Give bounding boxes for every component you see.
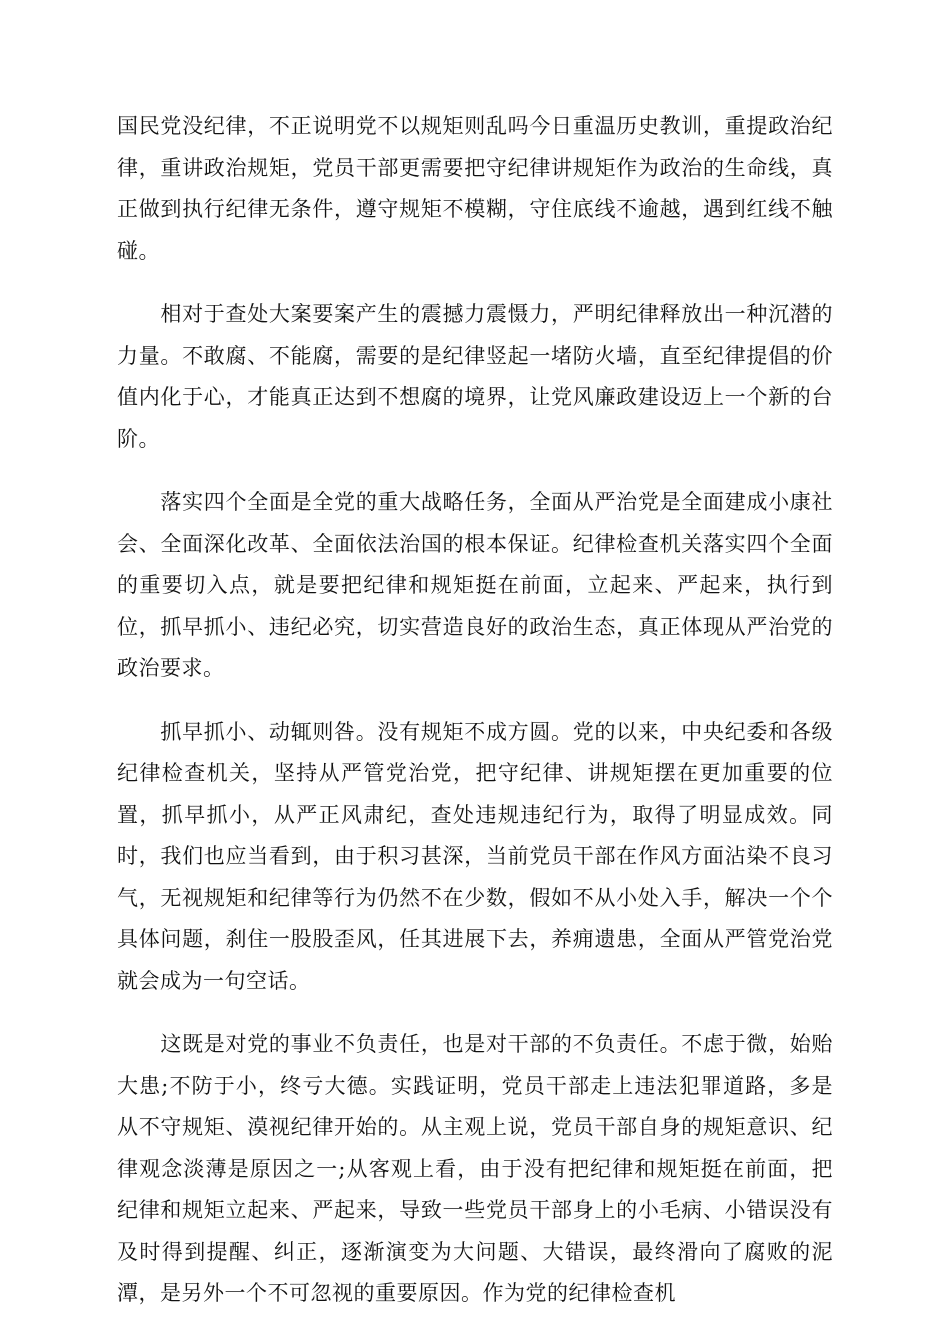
paragraph-3: 落实四个全面是全党的重大战略任务，全面从严治党是全面建成小康社会、全面深化改革、全面依法治国的根本保证。纪律检查机关落实四个全面的重要切入点，就是要把纪律和规矩挺在前面，立起来、严起来，执行到位，抓早抓小、违纪必究，切实营造良好的政治生态，真正体现从严治党的政治要求。 <box>117 490 833 680</box>
document-body <box>117 106 833 1315</box>
paragraph-2: 相对于查处大案要案产生的震撼力震慑力，严明纪律释放出一种沉潜的力量。不敢腐、不能腐，需要的是纪律竖起一堵防火墙，直至纪律提倡的价值内化于心，才能真正达到不想腐的境界，让党风廉政建设迈上一个新的台阶。 <box>117 302 833 451</box>
paragraph-4: 抓早抓小、动辄则咎。没有规矩不成方圆。党的以来，中央纪委和各级纪律检查机关，坚持从严管党治党，把守纪律、讲规矩摆在更加重要的位置，抓早抓小，从严正风肃纪，查处违规违纪行为，取得了明显成效。同时，我们也应当看到，由于积习甚深，当前党员干部在作风方面沾染不良习气，无视规矩和纪律等行为仍然不在少数，假如不从小处入手，解决一个个具体问题，刹住一股股歪风，任其进展下去，养痈遗患，全面从严管党治党就会成为一句空话。 <box>117 719 833 993</box>
paragraph-5: 这既是对党的事业不负责任，也是对干部的不负责任。不虑于微，始贻大患;不防于小，终亏大德。实践证明，党员干部走上违法犯罪道路，多是从不守规矩、漠视纪律开始的。从主观上说，党员干部自身的规矩意识、纪律观念淡薄是原因之一;从客观上看，由于没有把纪律和规矩挺在前面，把纪律和规矩立起来、严起来，导致一些党员干部身上的小毛病、小错误没有及时得到提醒、纠正，逐渐演变为大问题、大错误，最终滑向了腐败的泥潭，是另外一个不可忽视的重要原因。作为党的纪律检查机 <box>117 1032 833 1305</box>
paragraph-1: 国民党没纪律，不正说明党不以规矩则乱吗今日重温历史教训，重提政治纪律，重讲政治规矩，党员干部更需要把守纪律讲规矩作为政治的生命线，真正做到执行纪律无条件，遵守规矩不模糊，守住底线不逾越，遇到红线不触碰。 <box>117 114 833 263</box>
